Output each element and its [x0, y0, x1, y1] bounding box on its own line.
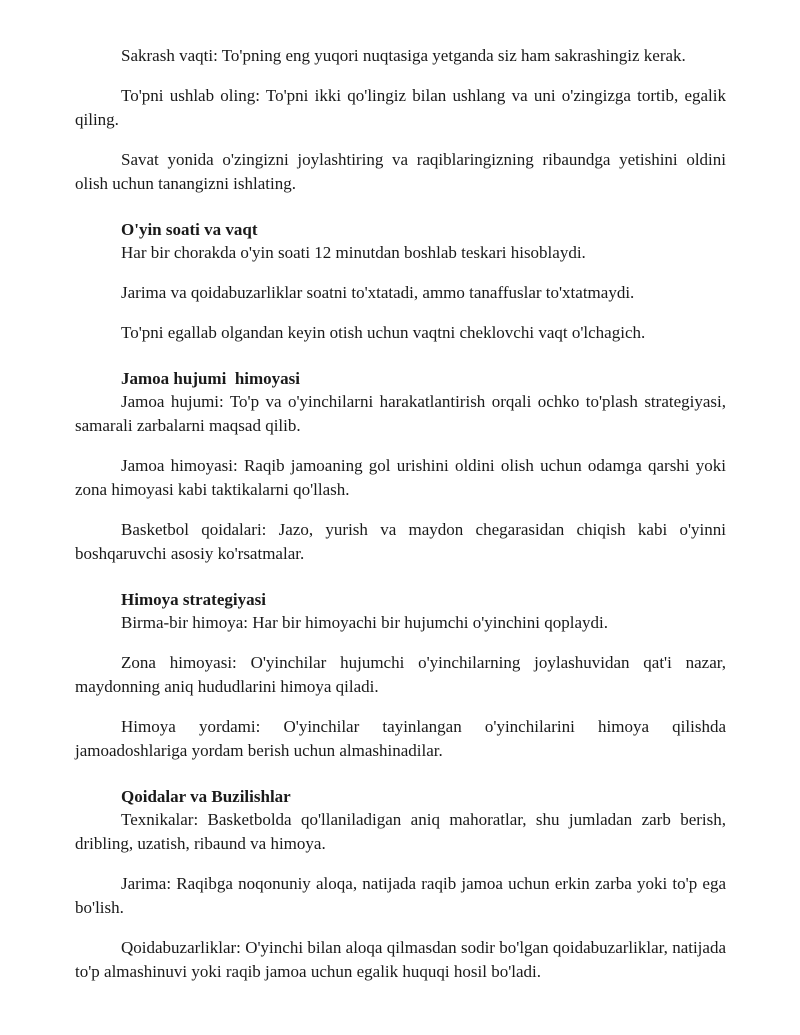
intro-block: [75, 44, 726, 196]
paragraph: Himoya yordami: O'yinchilar tayinlangan o'yinchilarini himoya qilishda jamoadoshlariga yordam berish uchun almashinadilar.: [75, 717, 726, 760]
paragraph: Qoidabuzarliklar: O'yinchi bilan aloqa qilmasdan sodir bo'lgan qoidabuzarliklar, natijada to'p almashinuvi yoki raqib jamoa uchun egalik huquqi hosil bo'ladi.: [75, 938, 726, 981]
paragraph: To'pni egallab olgandan keyin otish uchun vaqtni cheklovchi vaqt o'lchagich.: [121, 323, 646, 342]
paragraph: To'pni ushlab oling: To'pni ikki qo'lingiz bilan ushlang va uni o'zingizga tortib, egalik qiling.: [75, 86, 726, 129]
paragraph: Har bir chorakda o'yin soati 12 minutdan boshlab teskari hisoblaydi.: [121, 243, 586, 262]
section-heading: O'yin soati va vaqt: [121, 220, 258, 239]
section-game-clock: [75, 218, 726, 345]
section-heading: Jamoa hujumi himoyasi: [121, 369, 300, 388]
section-rules-violations: [75, 785, 726, 984]
paragraph: Jarima: Raqibga noqonuniy aloqa, natijada raqib jamoa uchun erkin zarba yoki to'p ega bo'lish.: [75, 874, 726, 917]
section-defense-strategy: [75, 588, 726, 763]
paragraph: Jamoa himoyasi: Raqib jamoaning gol urishini oldini olish uchun odamga qarshi yoki zona himoyasi kabi taktikalarni qo'llash.: [75, 456, 726, 499]
paragraph: Jamoa hujumi: To'p va o'yinchilarni harakatlantirish orqali ochko to'plash strategiyasi, samarali zarbalarni maqsad qilib.: [75, 392, 726, 435]
section-team-offense-defense: [75, 367, 726, 566]
paragraph: Sakrash vaqti: To'pning eng yuqori nuqtasiga yetganda siz ham sakrashingiz kerak.: [121, 46, 686, 65]
paragraph: Zona himoyasi: O'yinchilar hujumchi o'yinchilarning joylashuvidan qat'i nazar, maydonning aniq hududlarini himoya qiladi.: [75, 653, 726, 696]
paragraph: Texnikalar: Basketbolda qo'llaniladigan aniq mahoratlar, shu jumladan zarb berish, dribling, uzatish, ribaund va himoya.: [75, 810, 726, 853]
document-page: [75, 44, 726, 1000]
paragraph: Savat yonida o'zingizni joylashtiring va raqiblaringizning ribaundga yetishini oldini olish uchun tanangizni ishlating.: [75, 150, 726, 193]
paragraph: Basketbol qoidalari: Jazo, yurish va maydon chegarasidan chiqish kabi o'yinni boshqaruvchi asosiy ko'rsatmalar.: [75, 520, 726, 563]
paragraph: Jarima va qoidabuzarliklar soatni to'xtatadi, ammo tanaffuslar to'xtatmaydi.: [121, 283, 635, 302]
paragraph: Birma-bir himoya: Har bir himoyachi bir hujumchi o'yinchini qoplaydi.: [121, 613, 608, 632]
section-heading: Qoidalar va Buzilishlar: [121, 787, 291, 806]
section-heading: Himoya strategiyasi: [121, 590, 266, 609]
